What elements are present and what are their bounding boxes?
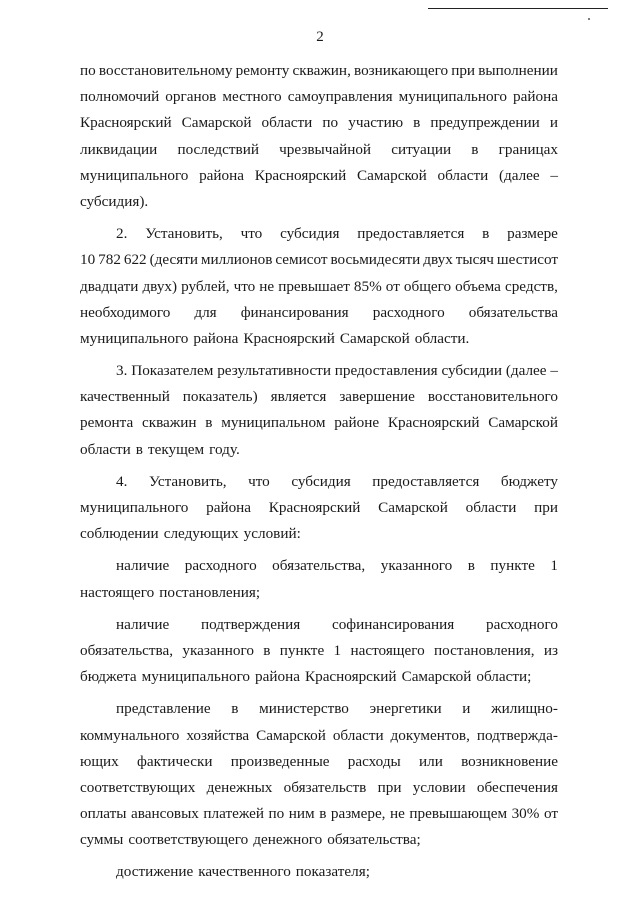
text-line: полномочий органов местного самоуправления муниципального района (80, 88, 558, 106)
text-line: муниципального района Красноярский Самарской области (далее – (80, 166, 558, 184)
text-line: ремонта скважин в муниципальном районе Красноярский Самарской (80, 414, 558, 432)
text-line: субсидия). (80, 192, 149, 210)
paragraph-cond-3 (80, 696, 558, 853)
text-line: Красноярский Самарской области по участию в предупреждении и (80, 114, 558, 132)
text-line: коммунального хозяйства Самарской области документов, подтвержда- (80, 726, 558, 744)
text-line: ликвидации последствий чрезвычайной ситуации в границах (80, 140, 558, 158)
text-line: суммы соответствующего денежного обязательства; (80, 831, 421, 849)
text-line: по восстановительному ремонту скважин, возникающего при выполнении (80, 62, 558, 79)
text-line: настоящего постановления; (80, 583, 261, 601)
text-line: соблюдении следующих условий: (80, 525, 301, 543)
text-line: бюджета муниципального района Красноярский Самарской области; (80, 668, 532, 686)
document-body (80, 58, 558, 886)
text-line: 2. Установить, что субсидия предоставляется в размере (116, 225, 558, 243)
header-rule (428, 8, 608, 9)
paragraph-cond-4 (80, 859, 558, 885)
text-line: 4. Установить, что субсидия предоставляется бюджету (116, 472, 558, 490)
text-line: двадцати двух) рублей, что не превышает 85% от общего объема средств, (80, 277, 558, 295)
paragraph-item-4 (80, 469, 558, 548)
text-line: 10 782 622 (десяти миллионов семисот восьмидесяти двух тысяч шестисот (80, 251, 558, 269)
text-line: представление в министерство энергетики и жилищно- (116, 700, 558, 718)
text-line: 3. Показателем результативности предоставления субсидии (далее – (116, 362, 558, 380)
page-number: 2 (316, 29, 324, 45)
scan-speck (588, 18, 590, 20)
text-line: оплаты авансовых платежей по ним в размере, не превышающем 30% от (80, 805, 558, 823)
paragraph-item-2 (80, 221, 558, 352)
paragraph-cond-2 (80, 612, 558, 691)
text-line: обязательства, указанного в пункте 1 настоящего постановления, из (80, 641, 558, 659)
text-line: соответствующих денежных обязательств при условии обеспечения (80, 778, 558, 796)
text-line: муниципального района Красноярский Самарской области при (80, 499, 558, 516)
text-line: наличие подтверждения софинансирования расходного (116, 615, 558, 633)
paragraph-item-3 (80, 358, 558, 463)
text-line: качественный показатель) является завершение восстановительного (80, 388, 558, 406)
text-line: ющих фактически произведенные расходы или возникновение (80, 752, 558, 770)
paragraph-intro (80, 58, 558, 215)
text-line: достижение качественного показателя; (116, 863, 370, 881)
text-line: области в текущем году. (80, 440, 240, 458)
paragraph-cond-1 (80, 553, 558, 605)
text-line: муниципального района Красноярский Самарской области. (80, 329, 470, 347)
text-line: необходимого для финансирования расходного обязательства (80, 303, 558, 321)
text-line: наличие расходного обязательства, указанного в пункте 1 (116, 557, 558, 575)
